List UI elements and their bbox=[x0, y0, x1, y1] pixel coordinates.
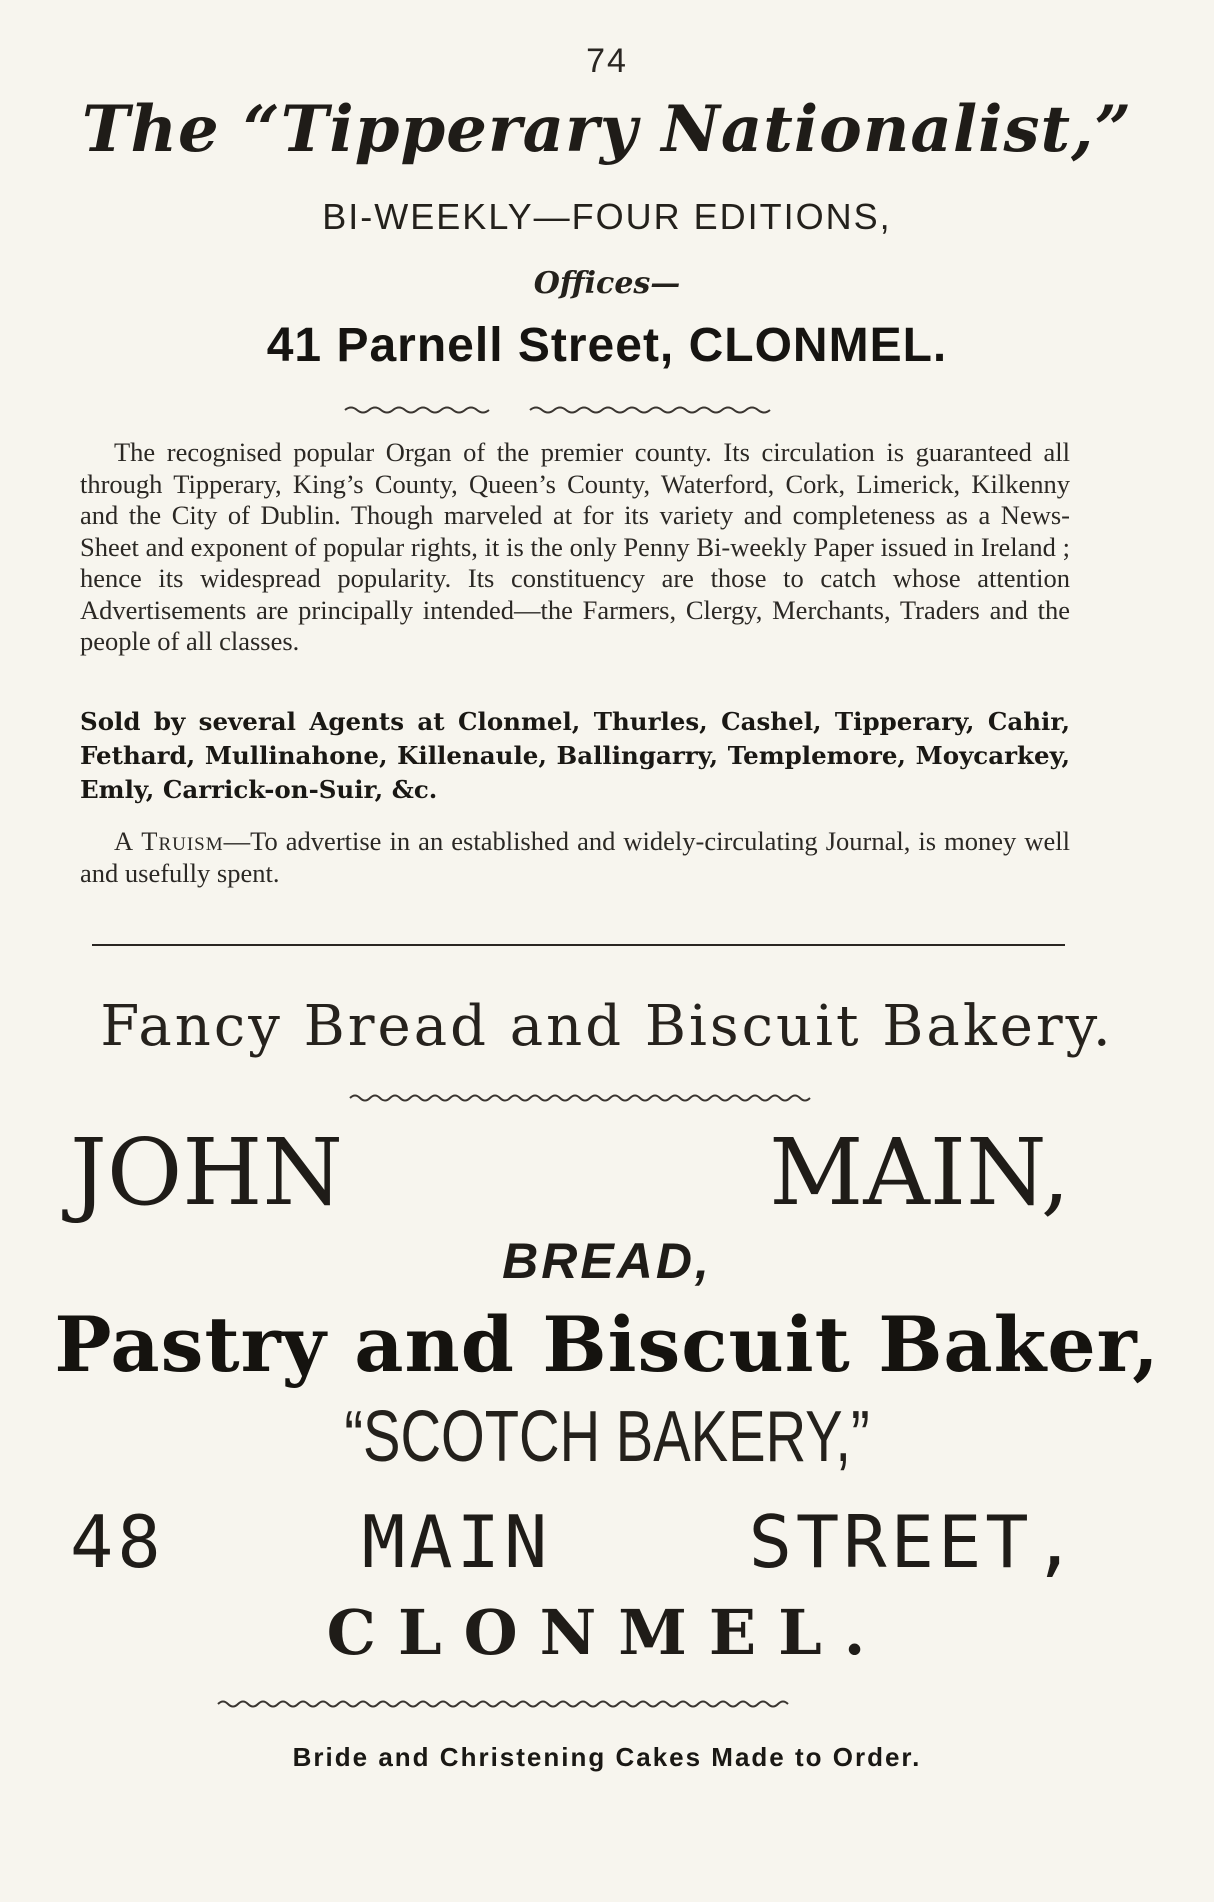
newspaper-subtitle: BI-WEEKLY—FOUR EDITIONS, bbox=[322, 196, 892, 237]
page-number: 74 bbox=[586, 42, 628, 80]
bakery-owner-name: JOHN MAIN, bbox=[70, 1119, 1070, 1226]
offices-label: Offices— bbox=[533, 266, 681, 301]
bakery-shop-name: “SCOTCH BAKERY,” bbox=[344, 1397, 870, 1477]
truism-text: —To advertise in an established and widely-circulating Journal, is money well and usefully spent. bbox=[80, 826, 1070, 888]
truism-lead: A Truism bbox=[114, 826, 224, 856]
decorative-wave bbox=[0, 1088, 1214, 1108]
newspaper-agents: Sold by several Agents at Clonmel, Thurles, Cashel, Tipperary, Cahir, Fethard, Mullinahone, Killenaule, Ballingarry, Templemore, Moycarkey, Emly, Carrick-on-Suir, &c. bbox=[80, 707, 1070, 804]
section-divider bbox=[92, 944, 1065, 946]
offices-address: 41 Parnell Street, CLONMEL. bbox=[266, 319, 948, 372]
truism-paragraph bbox=[80, 826, 1070, 889]
bakery-town: CLONMEL. bbox=[326, 1596, 888, 1669]
bakery-street-address: 48 MAIN STREET, bbox=[70, 1500, 1080, 1584]
decorative-wave-bottom bbox=[0, 1694, 1214, 1714]
decorative-flourish bbox=[0, 400, 1214, 420]
bakery-trade-pastry: Pastry and Biscuit Baker, bbox=[54, 1300, 1160, 1389]
bakery-heading: Fancy Bread and Biscuit Bakery. bbox=[100, 994, 1114, 1059]
newspaper-description: The recognised popular Organ of the premier county. Its circulation is guaranteed all through Tipperary, King’s County, Queen’s County, Waterford, Cork, Limerick, Kilkenny and the City of Dublin. Though marveled at for its variety and completeness as a News-Sheet and exponent of popular rights, it is the only Penny Bi-weekly Paper issued in Ireland ; hence its widespread popularity. Its constituency are those to catch whose attention Advertisements are principally intended—the Farmers, Clergy, Merchants, Traders and the people of all classes. bbox=[80, 437, 1070, 656]
newspaper-title: The “Tipperary Nationalist,” bbox=[81, 92, 1133, 167]
bakery-trade-bread: BREAD, bbox=[502, 1233, 712, 1289]
bakery-footer-note: Bride and Christening Cakes Made to Order. bbox=[292, 1742, 922, 1772]
